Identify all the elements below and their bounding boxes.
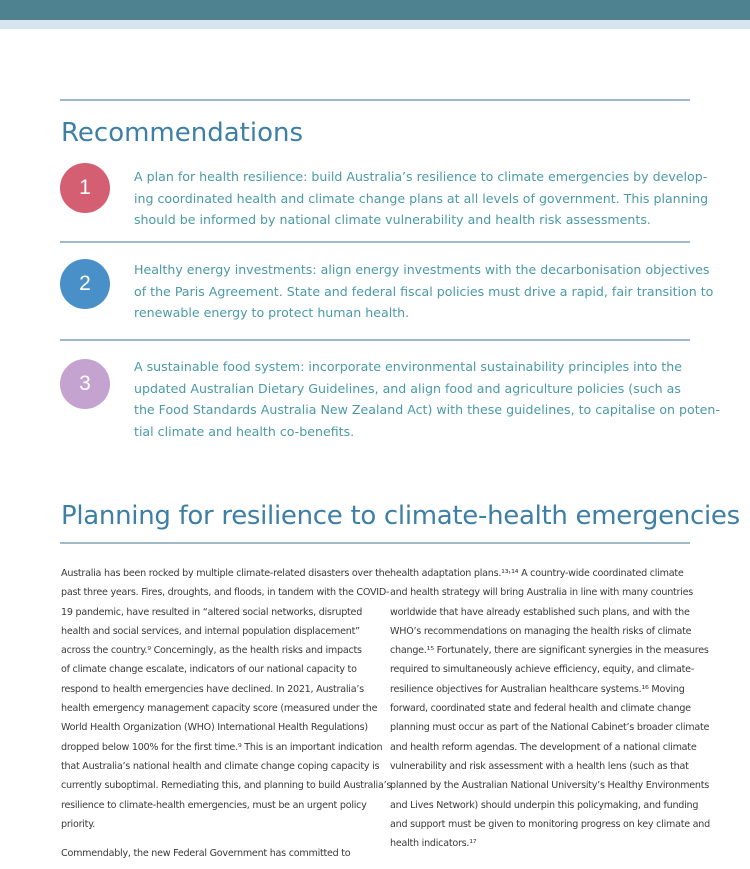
recommendation-text-2: Healthy energy investments: align energy investments with the decarbonisation objectives of the Paris Agreement. State and federal fiscal policies must drive a rapid, fair transition to renewable energy to protect human health.	[134, 262, 714, 320]
divider-rec-1	[60, 241, 690, 243]
top-banner-accent	[0, 20, 750, 29]
recommendation-number-3: 3	[60, 359, 110, 409]
recommendation-number-1: 1	[60, 163, 110, 213]
divider-top	[60, 99, 690, 101]
recommendation-text-3: A sustainable food system: incorporate environmental sustainability principles into the updated Australian Dietary Guidelines, and align food and agriculture policies (such as the Food Standards Australia New Zealand Act) with these guidelines, to capitalise on poten- tial climate and health co-benefits.	[134, 359, 720, 439]
divider-rec-2	[60, 339, 690, 341]
top-banner-bar	[0, 0, 750, 20]
body-paragraph-1: Australia has been rocked by multiple climate-related disasters over the past three years. Fires, droughts, and floods, in tandem with the COVID- 19 pandemic, have resulted in “altered social networks, disrupted health and social services, and internal population displacement” across the country.⁹ Concerningly, as the health risks and impacts of climate change escalate, indicators of our national capacity to respond to health emergencies have declined. In 2021, Australia’s health emergency management capacity score (measured under the World Health Organization (WHO) International Health Regulations) dropped below 100% for the first time.⁹ This is an important indication that Australia’s national health and climate change coping capacity is currently suboptimal. Remediating this, and planning to build Australia’s resilience to climate-health emergencies, must be an urgent policy priority.	[61, 568, 392, 830]
body-column-right	[390, 564, 710, 859]
divider-planning	[60, 542, 690, 544]
body-column-left	[61, 564, 392, 869]
planning-heading: Planning for resilience to climate-health emergencies	[61, 501, 740, 531]
recommendation-text-1: A plan for health resilience: build Australia’s resilience to climate emergencies by develop- ing coordinated health and climate change plans at all levels of government. This planning should be informed by national climate vulnerability and health risk assessments.	[134, 169, 709, 227]
body-paragraph-2: Commendably, the new Federal Government has committed to	[61, 848, 351, 860]
recommendations-heading: Recommendations	[61, 118, 304, 148]
recommendation-number-2: 2	[60, 259, 110, 309]
body-paragraph-3: health adaptation plans.¹³˒¹⁴ A country-wide coordinated climate and health strategy will bring Australia in line with many countries worldwide that have already established such plans, and with the WHO’s recommendations on managing the health risks of climate change.¹⁵ Fortunately, there are significant synergies in the measures required to simultaneously achieve efficiency, equity, and climate- resilience objectives for Australian healthcare systems.¹⁶ Moving forward, coordinated state and federal health and climate change planning must occur as part of the National Cabinet’s broader climate and health reform agendas. The development of a national climate vulnerability and risk assessment with a health lens (such as that planned by the Australian National University’s Healthy Environments and Lives Network) should underpin this policymaking, and funding and support must be given to monitoring progress on key climate and health indicators.¹⁷	[390, 568, 710, 850]
